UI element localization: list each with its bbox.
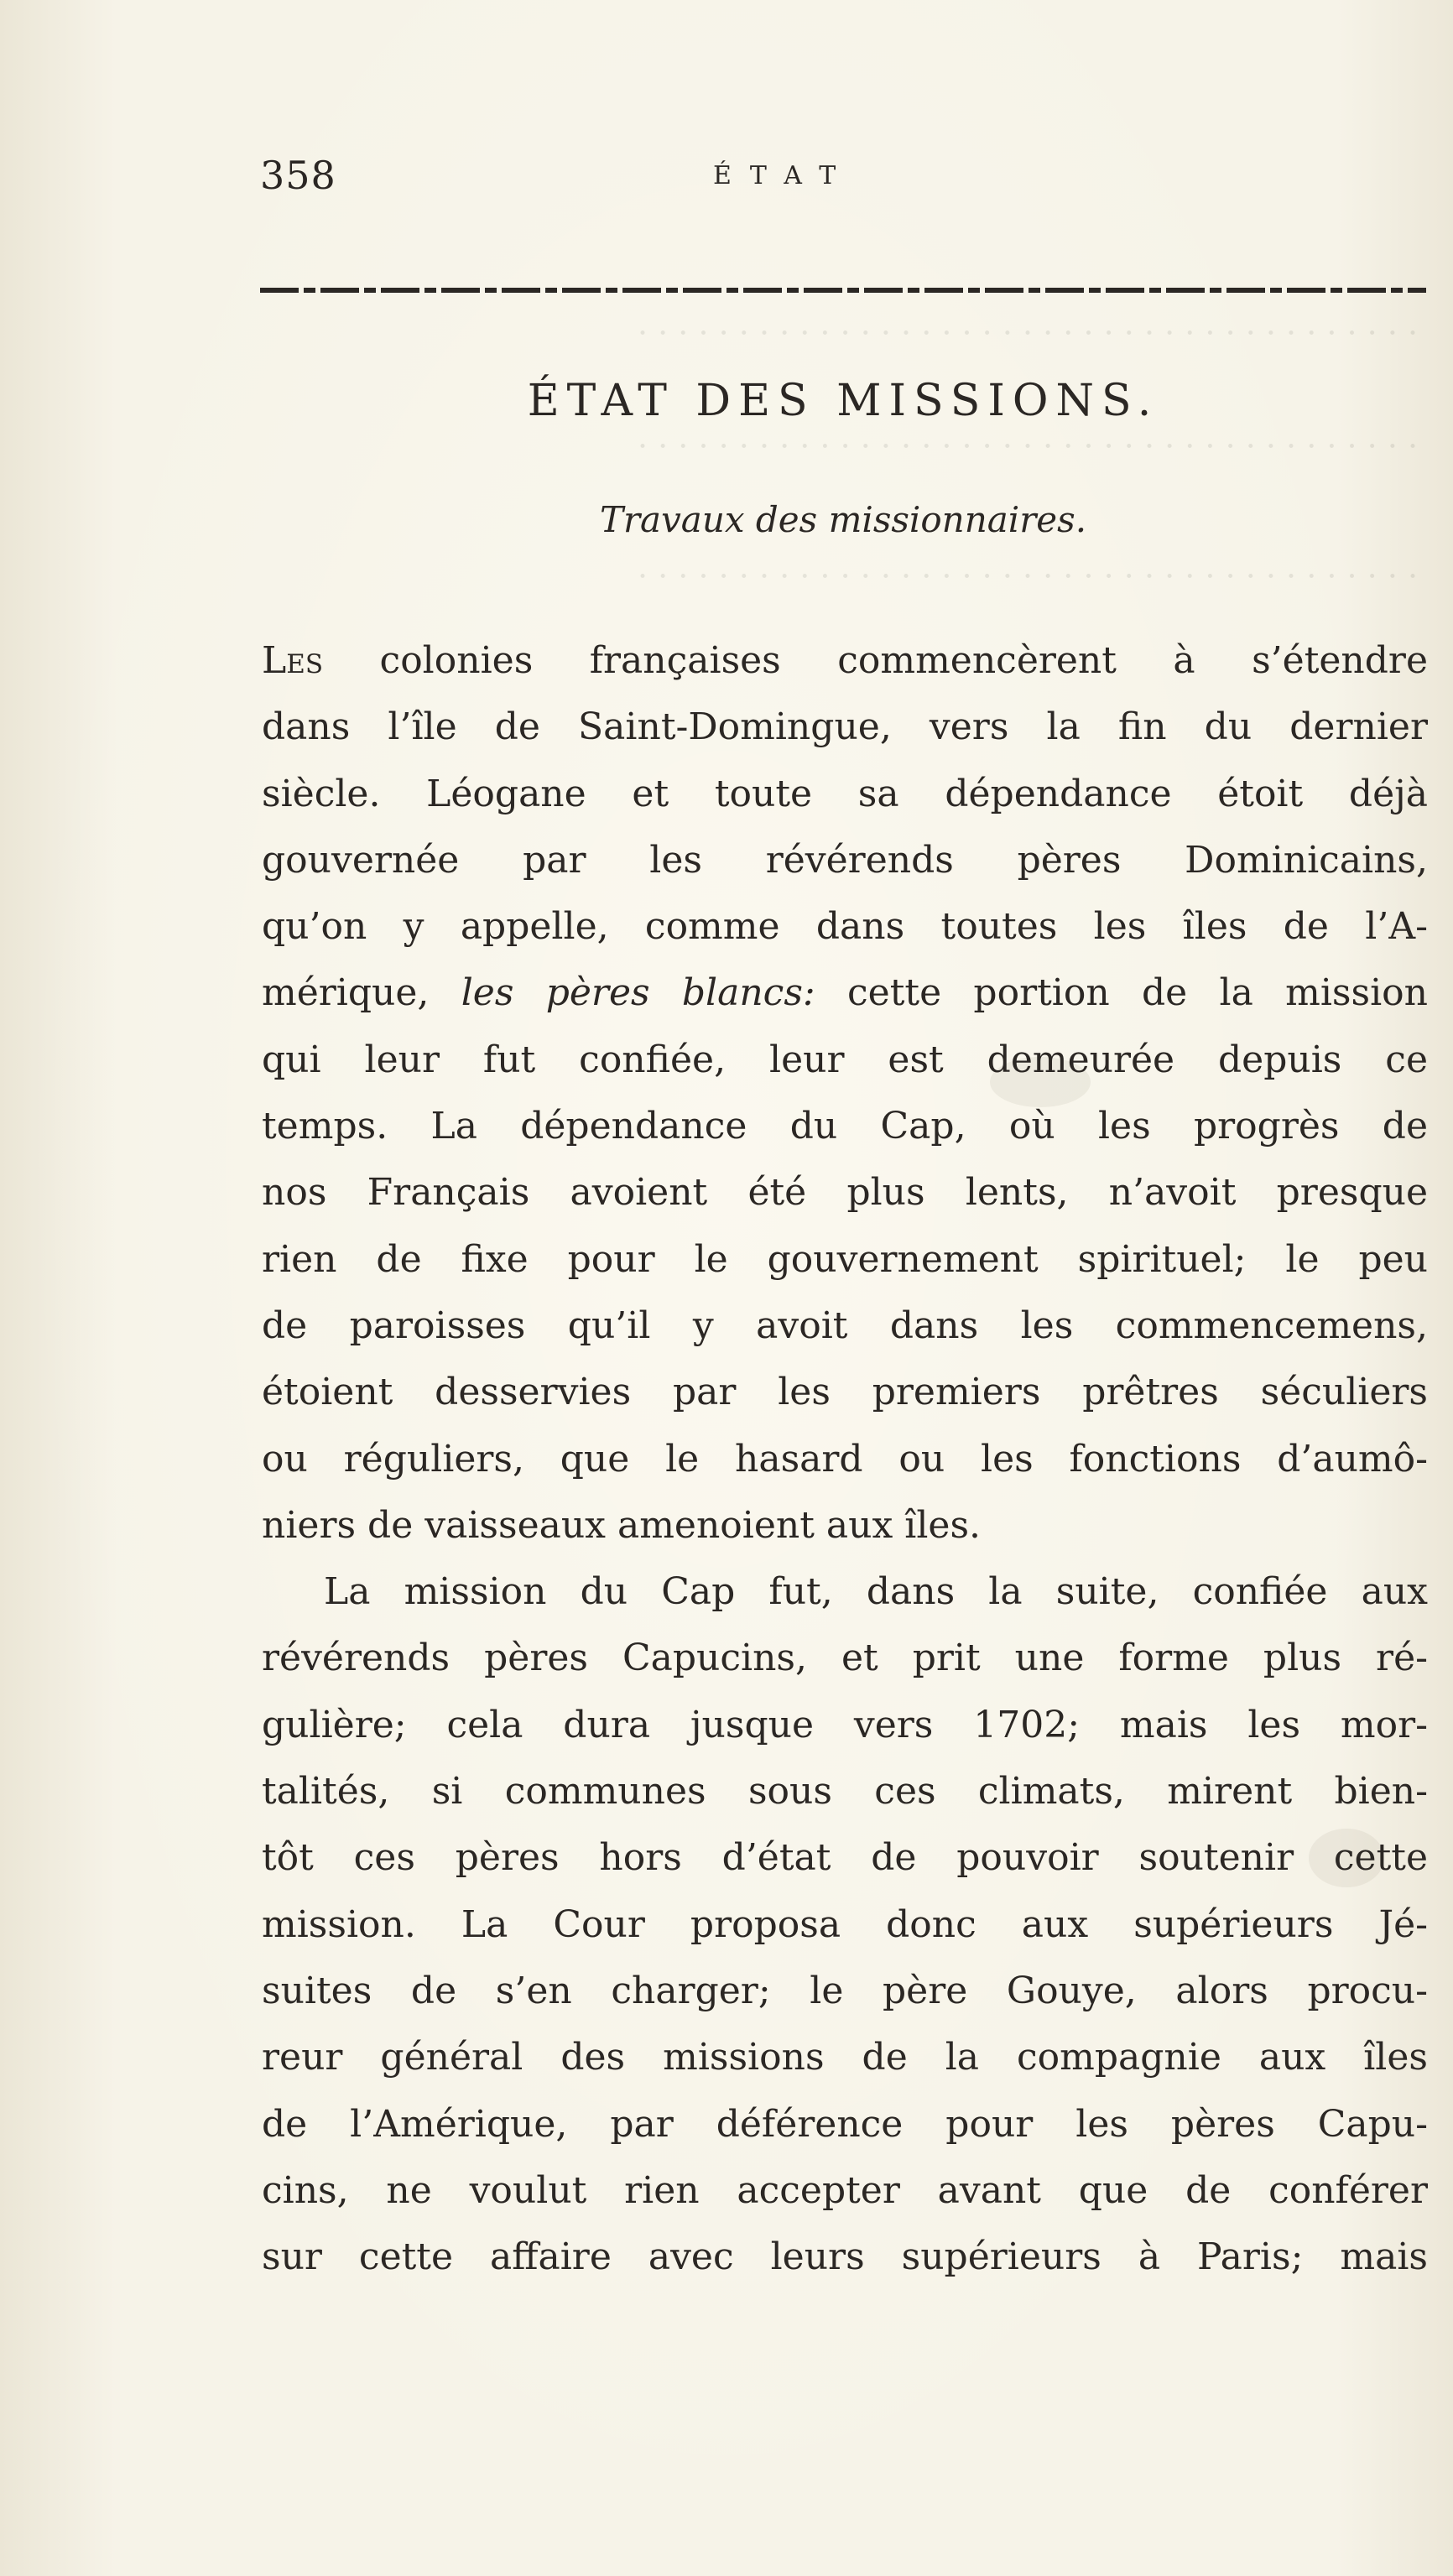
text-line: cins, ne voulut rien accepter avant que de conférer [262, 2168, 1428, 2212]
text-line: de paroisses qu’il y avoit dans les commencemens, [262, 1304, 1428, 1347]
opening-small-caps: Les [262, 639, 324, 682]
text-line: qu’on y appelle, comme dans toutes les îles de l’A- [262, 905, 1428, 949]
text-line: ou réguliers, que le hasard ou les fonctions d’aumô- [262, 1437, 1428, 1481]
page-number: 358 [260, 153, 336, 198]
bleed-through-text: · · · · · · · · · · · · · · · · · · · · · · · · · · · · · · · · · · · · · · · [637, 315, 1418, 351]
text-line: gouvernée par les révérends pères Dominicains, [262, 838, 1428, 882]
text-line: gulière; cela dura jusque vers 1702; mais les mor- [262, 1703, 1428, 1746]
running-head [260, 153, 1426, 203]
text-line-content: cette portion de la mission [815, 971, 1428, 1015]
text-line: qui leur fut confiée, leur est demeurée depuis ce [262, 1038, 1428, 1081]
text-line: nos Français avoient été plus lents, n’avoit presque [262, 1171, 1428, 1215]
text-line: étoient desservies par les premiers prêtres séculiers [262, 1371, 1428, 1414]
text-line-content: colonies françaises commencèrent à s’étendre [323, 639, 1428, 682]
italic-phrase: les pères blancs: [461, 971, 815, 1015]
text-line: talités, si communes sous ces climats, mirent bien- [262, 1770, 1428, 1814]
text-line: sur cette affaire avec leurs supérieurs à Paris; mais [262, 2235, 1428, 2279]
body-text [262, 627, 1428, 2290]
text-line: suites de s’en charger; le père Gouye, alors procu- [262, 1969, 1428, 2012]
text-line: révérends pères Capucins, et prit une forme plus ré- [262, 1637, 1428, 1680]
ornamental-rule-graphic [260, 287, 1426, 294]
bleed-through-text: · · · · · · · · · · · · · · · · · · · · · · · · · · · · · · · · · · · · · · · [637, 428, 1418, 465]
text-line: reur général des missions de la compagnie aux îles [262, 2036, 1428, 2079]
text-line: La mission du Cap fut, dans la suite, confiée aux [324, 1570, 1428, 1614]
section-subheading: Travaux des missionnaires. [599, 499, 1087, 540]
text-line: niers de vaisseaux amenoient aux îles. [262, 1503, 982, 1547]
section-heading: ÉTAT DES MISSIONS. [527, 376, 1159, 426]
text-line: tôt ces pères hors d’état de pouvoir soutenir cette [262, 1836, 1428, 1880]
text-line: rien de fixe pour le gouvernement spirituel; le peu [262, 1237, 1428, 1281]
text-line: siècle. Léogane et toute sa dépendance étoit déjà [262, 772, 1428, 815]
text-line: dans l’île de Saint-Domingue, vers la fin du dernier [262, 705, 1428, 749]
text-line: mission. La Cour proposa donc aux supérieurs Jé- [262, 1902, 1428, 1946]
text-line [262, 627, 1428, 694]
text-line-content: mérique, [262, 971, 461, 1015]
text-line: de l’Amérique, par déférence pour les pères Capu- [262, 2102, 1428, 2146]
ornamental-rule [260, 287, 1426, 294]
bleed-through-text: · · · · · · · · · · · · · · · · · · · · · · · · · · · · · · · · · · · · · · · [637, 558, 1418, 595]
text-line [262, 960, 1428, 1026]
running-title: ÉTAT [713, 161, 855, 190]
text-line: temps. La dépendance du Cap, où les progrès de [262, 1105, 1428, 1148]
